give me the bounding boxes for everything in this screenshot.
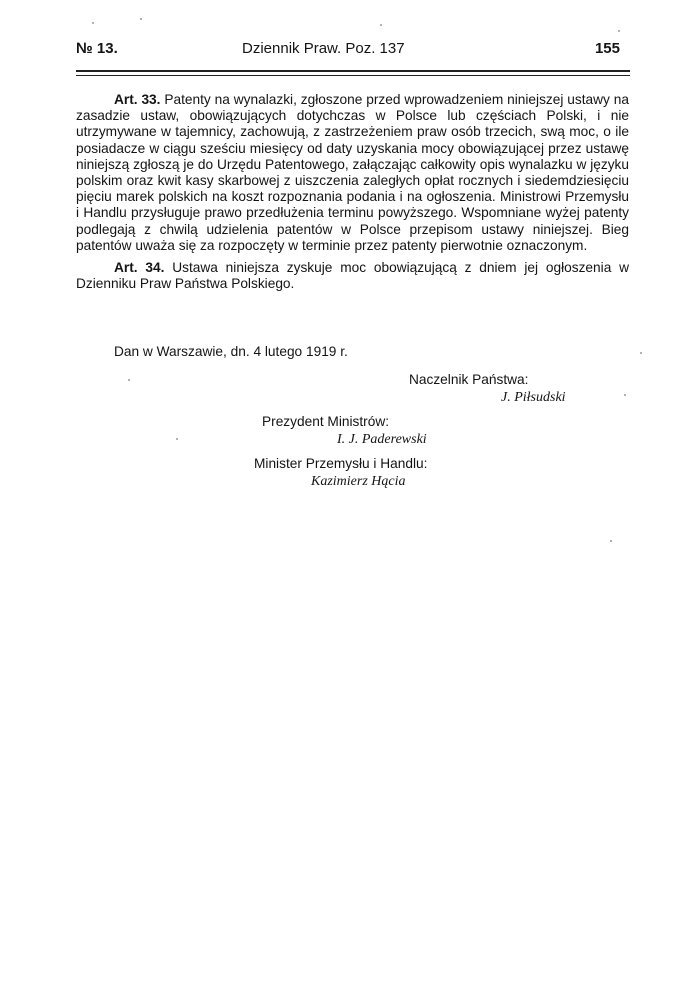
document-body xyxy=(76,92,629,298)
page-header xyxy=(76,40,630,62)
signatory-name: Kazimierz Hącia xyxy=(311,474,406,489)
page-number: 155 xyxy=(594,40,620,57)
signatory-name: J. Piłsudski xyxy=(501,390,566,405)
signatory-title: Minister Przemysłu i Handlu: xyxy=(254,456,428,471)
article-label: Art. 33. xyxy=(114,92,161,107)
article-33 xyxy=(76,92,629,254)
signatory-title: Prezydent Ministrów: xyxy=(262,414,390,429)
article-text: Ustawa niniejsza zyskuje moc obowiązującą z dniem jej ogłoszenia w Dzienniku Praw Państwa Polskiego. xyxy=(76,260,629,292)
signatory-title: Naczelnik Państwa: xyxy=(409,372,529,387)
issue-number: № 13. xyxy=(76,40,118,57)
signatory-name: I. J. Paderewski xyxy=(337,432,427,447)
date-line: Dan w Warszawie, dn. 4 lutego 1919 r. xyxy=(114,344,348,359)
article-label: Art. 34. xyxy=(114,260,165,276)
header-rule-top xyxy=(76,70,630,72)
journal-title: Dziennik Praw. Poz. 137 xyxy=(242,40,405,57)
article-34 xyxy=(76,260,629,292)
article-text: Patenty na wynalazki, zgłoszone przed wprowadzeniem niniejszej ustawy na zasadzie ustaw, obowiązujących dotychczas w Polsce lub częściach Polski, i nie utrzymywane w tajemnicy, zachowują, z zastrzeżeniem praw osób trzecich, swą moc, o ile posiadacze w ciągu sześciu miesięcy od daty uzyskania mocy obowiązującej przez ustawę niniejszą zgłoszą je do Urzędu Patentowego, załączając całkowity opis wynalazku w języku polskim oraz kwit kasy skarbowej z uiszczenia zaległych opłat rocznych i siedemdziesięciu pięciu marek polskich na koszt rozpoznania podania i na ogłoszenia. Ministrowi Przemysłu i Handlu przysługuje prawo przedłużenia terminu powyższego. Wspomniane wyżej patenty podlegają z chwilą udzielenia patentów w Polsce przepisom ustawy niniejszej. Bieg patentów uważa się za rozpoczęty w terminie przez patenty pierwotnie oznaczonym. xyxy=(76,92,629,253)
header-rule-bottom xyxy=(76,75,630,76)
